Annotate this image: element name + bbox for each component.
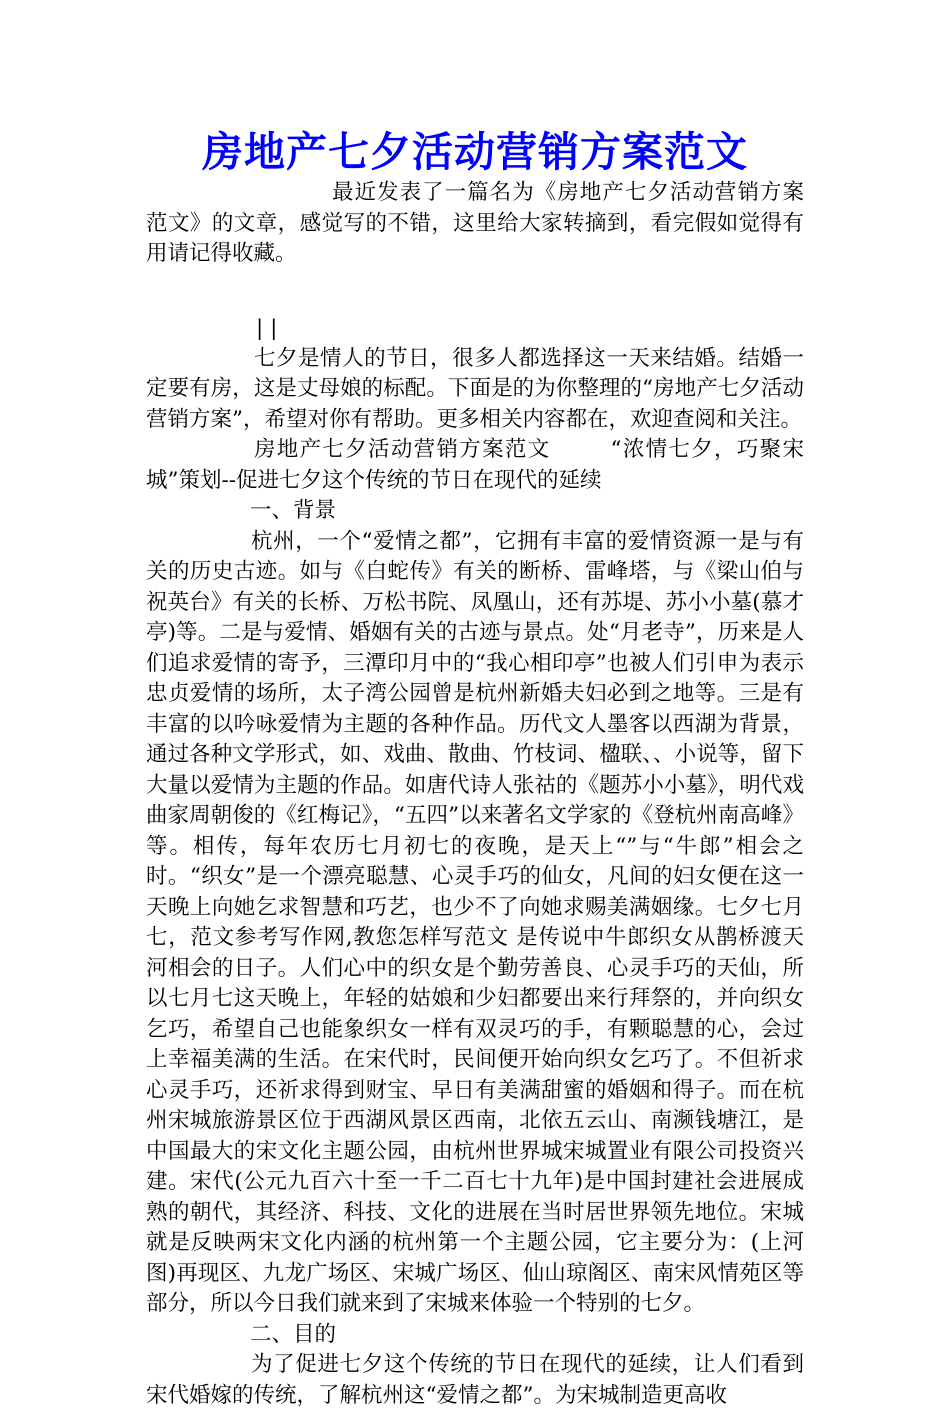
blank-space xyxy=(146,270,804,314)
document-title: 房地产七夕活动营销方案范文 xyxy=(202,128,748,176)
section-2-body: 为了促进七夕这个传统的节日在现代的延续，让人们看到宋代婚嫁的传统，了解杭州这“爱情之都”。为宋城制造更高收 xyxy=(146,1352,804,1408)
section-2-heading: 二、目的 xyxy=(250,1321,337,1347)
subtitle-line: 房地产七夕活动营销方案范文 xyxy=(254,437,551,462)
slogan-text: “浓情七夕，巧聚宋城”策划--促进七夕这个传统的节日在现代的延续 xyxy=(146,437,804,493)
subtitle-paragraph xyxy=(146,435,804,496)
lead-paragraph: 七夕是情人的节日，很多人都选择这一天来结婚。结婚一定要有房，这是丈母娘的标配。下面是的为你整理的“房地产七夕活动营销方案”，希望对你有帮助。更多相关内容都在，欢迎查阅和关注。 xyxy=(146,345,804,432)
section-1-heading: 一、背景 xyxy=(250,498,337,523)
intro-paragraph: 最近发表了一篇名为《房地产七夕活动营销方案范文》的文章，感觉写的不错，这里给大家转摘到，看完假如觉得有用请记得收藏。 xyxy=(146,180,804,266)
document-body xyxy=(146,178,804,1411)
separator-marks: | | xyxy=(256,315,278,341)
section-1-body: 杭州，一个“爱情之都”，它拥有丰富的爱情资源一是与有关的历史古迹。如与《白蛇传》有关的断桥、雷峰塔，与《梁山伯与祝英台》有关的长桥、万松书院、凤凰山，还有苏堤、苏小小墓(慕才亭)等。二是与爱情、婚姻有关的古迹与景点。处“月老寺”，历来是人们追求爱情的寄予，三潭印月中的“我心相印亭”也被人们引申为表示忠贞爱情的场所，太子湾公园曾是杭州新婚夫妇必到之地等。三是有丰富的以吟咏爱情为主题的各种作品。历代文人墨客以西湖为背景，通过各种文学形式，如、戏曲、散曲、竹枝词、楹联、、小说等，留下大量以爱情为主题的作品。如唐代诗人张祜的《题苏小小墓》，明代戏曲家周朝俊的《红梅记》，“五四”以来著名文学家的《登杭州南高峰》等。相传，每年农历七月初七的夜晚，是天上“”与“牛郎”相会之时。“织女”是一个漂亮聪慧、心灵手巧的仙女，凡间的妇女便在这一天晚上向她乞求智慧和巧艺，也少不了向她求赐美满姻缘。七夕七月七，范文参考写作网,教您怎样写范文 是传说中牛郎织女从鹊桥渡天河相会的日子。人们心中的织女是个勤劳善良、心灵手巧的天仙，所以七月七这天晚上，年轻的姑娘和少妇都要出来行拜祭的，并向织女乞巧，希望自己也能象织女一样有双灵巧的手，有颗聪慧的心，会过上幸福美满的生活。在宋代时，民间便开始向织女乞巧了。不但祈求心灵手巧，还祈求得到财宝、早日有美满甜蜜的婚姻和得子。而在杭州宋城旅游景区位于西湖风景区西南，北依五云山、南濒钱塘江，是中国最大的宋文化主题公园，由杭州世界城宋城置业有限公司投资兴建。宋代(公元九百六十至一千二百七十九年)是中国封建社会进展成熟的朝代，其经济、科技、文化的进展在当时居世界领先地位。宋城就是反映两宋文化内涵的杭州第一个主题公园，它主要分为：(上河图)再现区、九龙广场区、宋城广场区、仙山琼阁区、南宋风情苑区等部分，所以今日我们就来到了宋城来体验一个特别的七夕。 xyxy=(146,528,804,1316)
